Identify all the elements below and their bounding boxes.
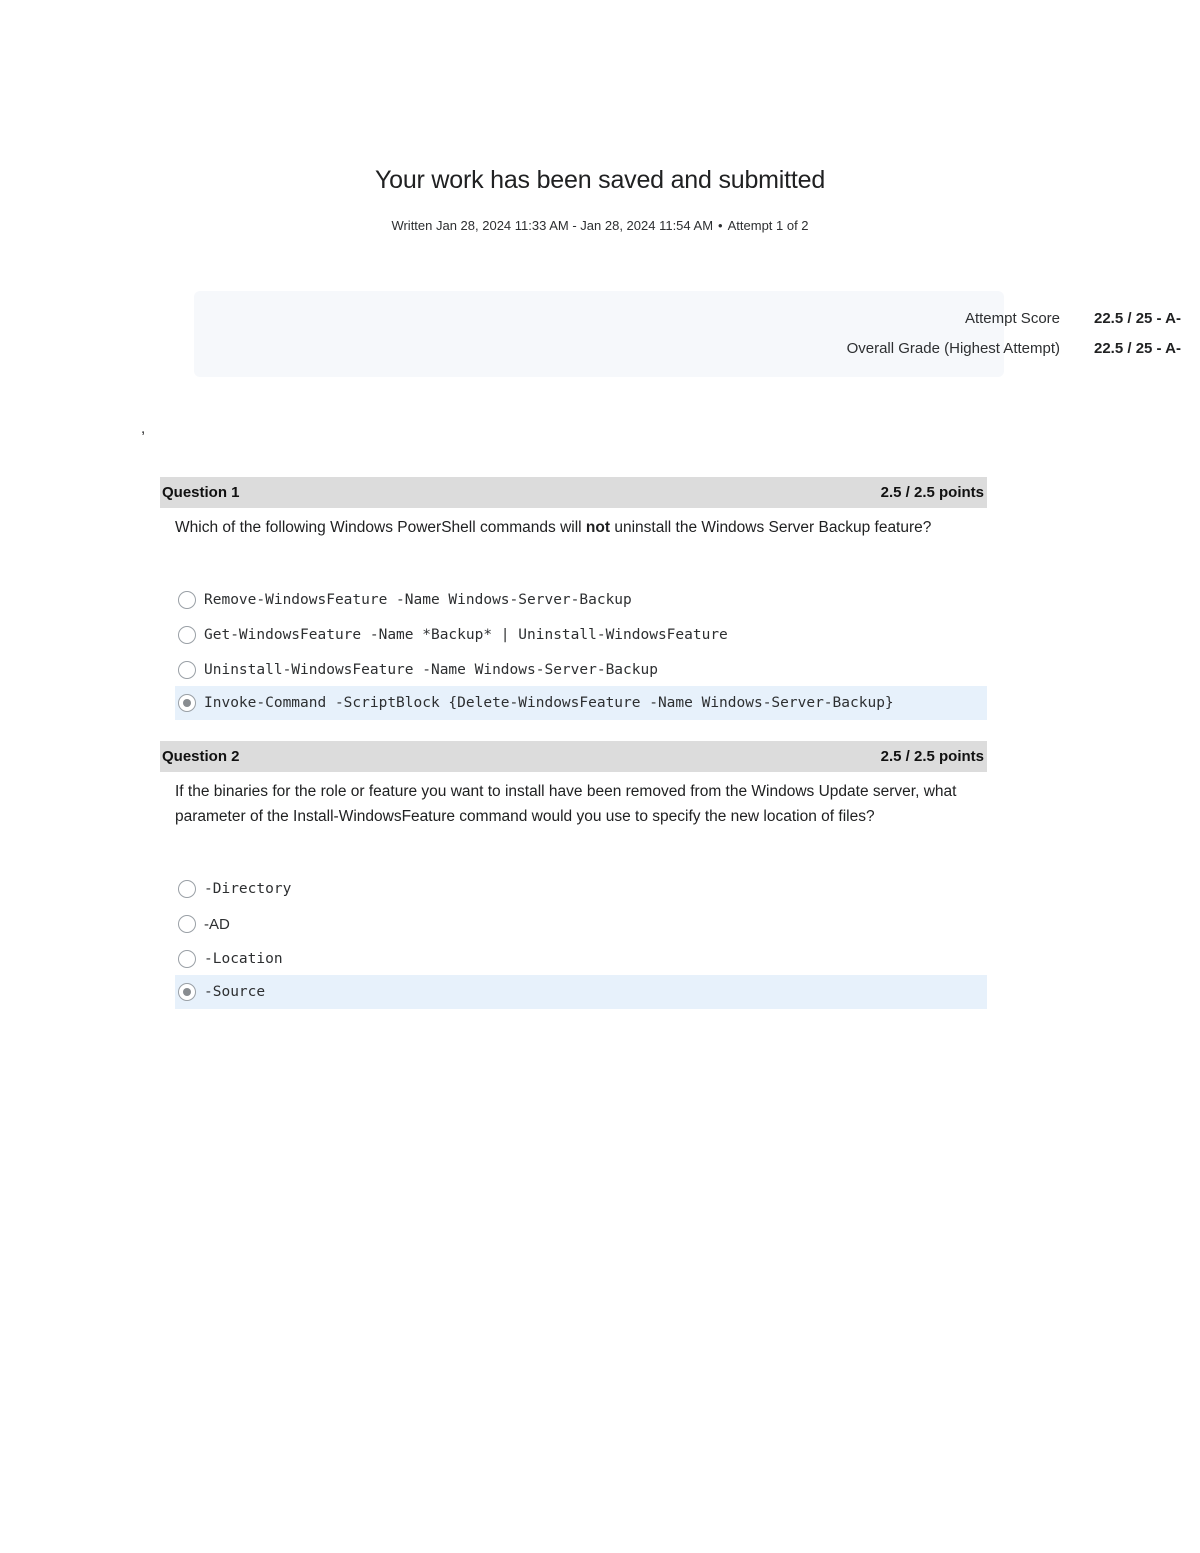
radio-unselected-icon[interactable]	[178, 915, 196, 933]
attempt-score-label: Attempt Score	[964, 309, 1060, 327]
question-1-title: Question 1	[162, 484, 240, 501]
radio-unselected-icon[interactable]	[178, 880, 196, 898]
question-1-header	[160, 477, 987, 508]
submission-info	[0, 218, 1200, 233]
separator-dot: •	[718, 218, 723, 233]
option-label: -Directory	[204, 881, 292, 897]
option-label: -Source	[204, 984, 266, 1000]
overall-grade-label: Overall Grade (Highest Attempt)	[846, 339, 1060, 357]
question-1-option-2[interactable]	[175, 618, 987, 652]
option-label: -AD	[204, 915, 230, 933]
overall-grade-value: 22.5 / 25 - A-	[1094, 339, 1181, 357]
question-1-option-3[interactable]	[175, 653, 987, 687]
written-time-range: Written Jan 28, 2024 11:33 AM - Jan 28, 2024 11:54 AM	[391, 218, 714, 233]
option-label: Remove-WindowsFeature -Name Windows-Server-Backup	[204, 592, 632, 608]
question-2-points: 2.5 / 2.5 points	[880, 748, 984, 765]
radio-unselected-icon[interactable]	[178, 626, 196, 644]
question-2-title: Question 2	[162, 748, 240, 765]
attempt-score-value: 22.5 / 25 - A-	[1094, 309, 1181, 327]
question-2-option-4[interactable]	[175, 975, 987, 1009]
question-1-option-1[interactable]	[175, 583, 987, 617]
score-panel	[194, 291, 1004, 377]
question-1-prompt	[175, 516, 990, 541]
attempt-count: Attempt 1 of 2	[727, 218, 809, 233]
radio-unselected-icon[interactable]	[178, 950, 196, 968]
option-label: -Location	[204, 951, 283, 967]
radio-selected-icon[interactable]	[178, 983, 196, 1001]
page-title: Your work has been saved and submitted	[374, 166, 826, 194]
overall-grade-row	[847, 336, 1198, 360]
attempt-score-row	[965, 306, 1198, 330]
option-label: Uninstall-WindowsFeature -Name Windows-Server-Backup	[204, 662, 658, 678]
question-1-points: 2.5 / 2.5 points	[880, 484, 984, 501]
question-1-option-4[interactable]	[175, 686, 987, 720]
stray-comma: ,	[141, 420, 146, 437]
question-2-option-1[interactable]	[175, 872, 987, 906]
question-1-prompt-end: uninstall the Windows Server Backup feature?	[610, 519, 932, 536]
option-label: Invoke-Command -ScriptBlock {Delete-WindowsFeature -Name Windows-Server-Backup}	[204, 695, 894, 711]
question-2-prompt: If the binaries for the role or feature you want to install have been removed from the Windows Update server, what parameter of the Install-WindowsFeature command would you use to specify the new location of files?	[175, 783, 957, 825]
question-1-prompt-emphasis: not	[585, 519, 611, 536]
radio-unselected-icon[interactable]	[178, 591, 196, 609]
radio-unselected-icon[interactable]	[178, 661, 196, 679]
option-label: Get-WindowsFeature -Name *Backup* | Uninstall-WindowsFeature	[204, 627, 728, 643]
question-2-header	[160, 741, 987, 772]
radio-selected-icon[interactable]	[178, 694, 196, 712]
question-2-option-2[interactable]	[175, 907, 987, 941]
question-1-prompt-start: Which of the following Windows PowerShell commands will	[175, 519, 586, 536]
question-2-option-3[interactable]	[175, 942, 987, 976]
